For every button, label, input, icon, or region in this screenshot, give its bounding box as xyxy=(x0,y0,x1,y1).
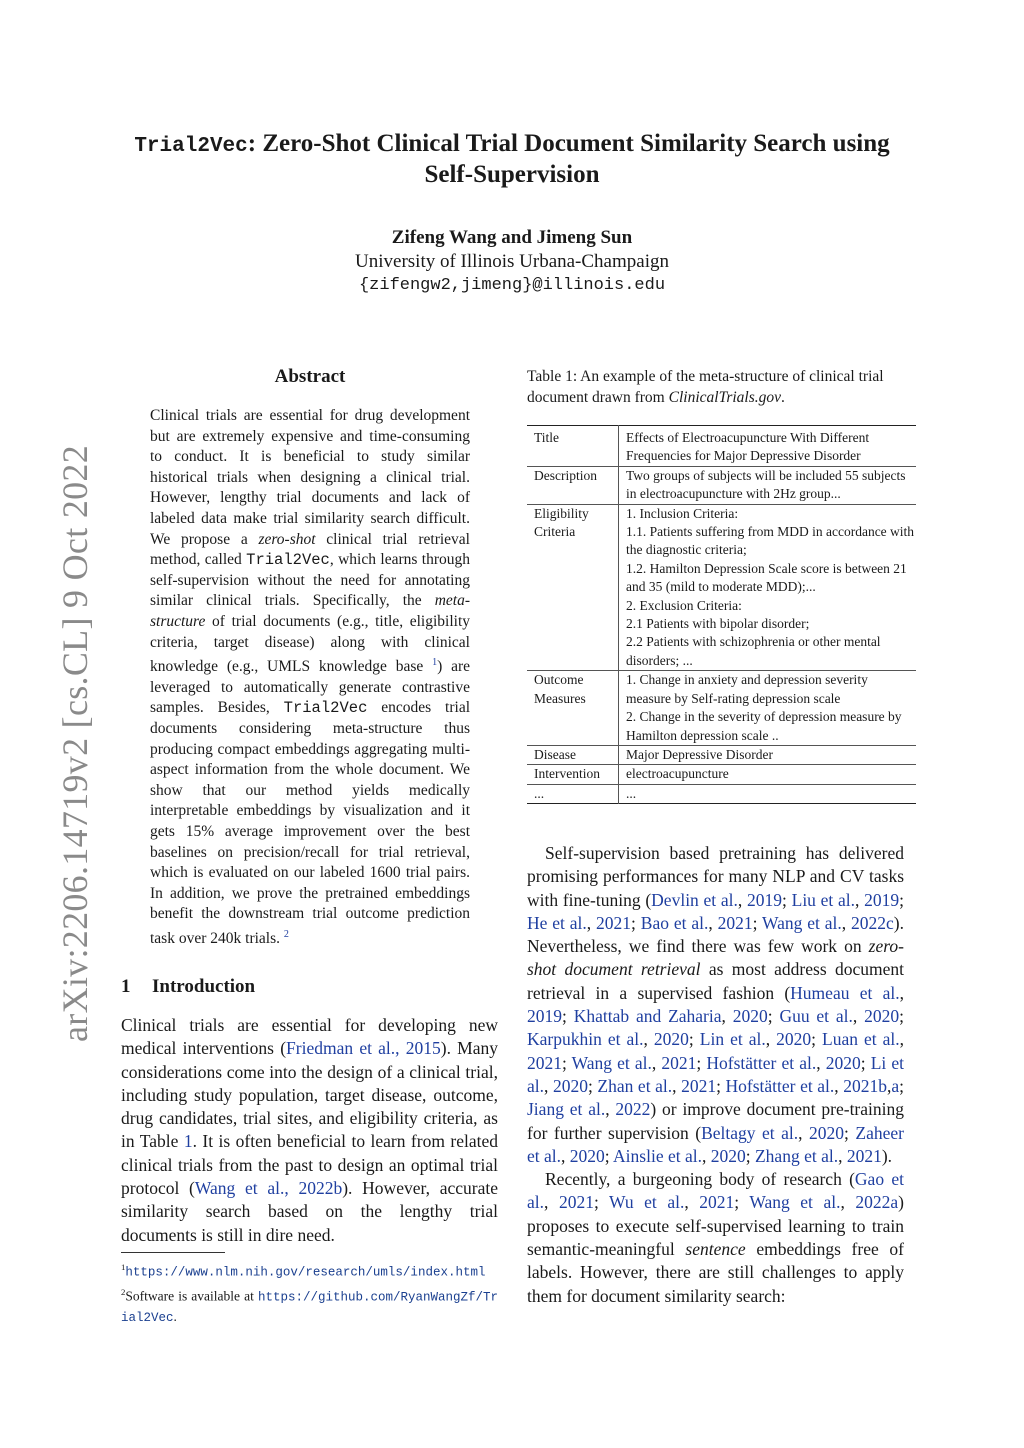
table-key: Eligibility Criteria xyxy=(527,504,619,671)
table-ref-link[interactable]: 1 xyxy=(183,1131,193,1152)
paragraph: Recently, a burgeoning body of research (Gao et al., 2021; Wu et al., 2021; Wang et al., 2022a) proposes to execute self-supervised learning to train semantic-meaningful sentence embeddings free of labels. However, there are still challenges to apply them for document similarity search: xyxy=(527,1169,904,1306)
citation-link[interactable]: Liu et al. xyxy=(791,889,856,910)
citation-link[interactable]: Jiang et al. xyxy=(527,1099,606,1120)
intro-paragraph: Clinical trials are essential for developing new medical interventions (Friedman et al., 2015). Many considerations come into the design of a clinical trial, including study population, target disease, outcome, drug candidates, trial sites, and eligibility criteria, as in Table 1. It is often beneficial to learn from related clinical trials from the past to design an optimal trial protocol (Wang et al., 2022b). However, accurate similarity search based on the lengthy trial documents is still in dire need. xyxy=(121,1015,499,1245)
table-value: Two groups of subjects will be included 55 subjects in electroacupuncture with 2Hz group... xyxy=(626,467,906,502)
table-value: Effects of Electroacupuncture With Different Frequencies for Major Depressive Disorder xyxy=(626,430,870,464)
citation-link[interactable]: He et al. xyxy=(527,912,587,933)
citation-link[interactable]: 2020 xyxy=(864,1006,900,1027)
citation-link[interactable]: Wang et al., 2022b xyxy=(194,1178,343,1199)
citation-link[interactable]: 2020 xyxy=(653,1029,689,1050)
citation-link[interactable]: Khattab and Zaharia xyxy=(573,1006,722,1027)
citation-link[interactable]: 2021 xyxy=(661,1052,697,1073)
table-row xyxy=(527,466,916,504)
emph-zero-shot: zero-shot xyxy=(258,530,316,548)
citation-link[interactable]: 2021b xyxy=(843,1075,887,1096)
citation-link[interactable]: 2020 xyxy=(825,1052,861,1073)
citation-link[interactable]: 2019 xyxy=(747,889,783,910)
caption-source: ClinicalTrials.gov xyxy=(668,389,782,406)
section-number: 1 xyxy=(121,976,131,997)
citation-link[interactable]: Karpukhin et al. xyxy=(527,1029,644,1050)
author-names: Zifeng Wang and Jimeng Sun xyxy=(391,227,633,248)
abstract-heading: Abstract xyxy=(274,366,346,387)
table-value: electroacupuncture xyxy=(626,766,729,782)
section-title: Introduction xyxy=(152,976,256,997)
arxiv-sidebar xyxy=(14,444,95,1062)
citation-link[interactable]: Friedman et al., 2015 xyxy=(286,1038,441,1059)
table-row xyxy=(527,784,916,803)
meta-structure-table xyxy=(527,425,916,804)
citation-link[interactable]: Zaheer et al. xyxy=(527,1122,904,1166)
title-text: : Zero-Shot Clinical Trial Document Similarity Search using Self-Supervision xyxy=(247,130,890,188)
table-caption: Table 1: An example of the meta-structure of clinical trial document drawn from ClinicalTrials.gov. xyxy=(527,368,884,406)
author-affiliation: University of Illinois Urbana-Champaign xyxy=(355,251,669,272)
emphasis: sentence xyxy=(685,1239,746,1260)
citation-link[interactable]: 2019 xyxy=(864,889,900,910)
citation-link[interactable]: Hofstätter et al. xyxy=(725,1075,835,1096)
table-key: ... xyxy=(527,784,619,803)
author-block xyxy=(260,226,764,298)
citation-link[interactable]: Luan et al. xyxy=(822,1029,900,1050)
citation-link[interactable]: 2021 xyxy=(699,1192,735,1213)
citation-link[interactable]: 2020 xyxy=(569,1145,605,1166)
footnote-1: $^1$https://www.nlm.nih.gov/research/umls/index.html xyxy=(121,1262,486,1280)
citation-link[interactable]: 2019 xyxy=(527,1006,562,1027)
citation-link[interactable]: Li et al. xyxy=(527,1052,905,1096)
code-name: Trial2Vec xyxy=(283,699,368,718)
citation-link[interactable]: 2020 xyxy=(732,1006,768,1027)
citation-link[interactable]: 2021 xyxy=(527,1052,562,1073)
citation-link[interactable]: 2021 xyxy=(596,912,632,933)
table-key: Disease xyxy=(527,745,619,764)
table-key: Intervention xyxy=(527,765,619,784)
arxiv-identifier: arXiv:2206.14719v2 [cs.CL] 9 Oct 2022 xyxy=(55,444,95,1042)
table-row xyxy=(527,504,916,671)
table-row xyxy=(527,671,916,746)
citation-link[interactable]: 2022c xyxy=(851,912,894,933)
table-key: Title xyxy=(527,426,619,467)
table-value: Major Depressive Disorder xyxy=(626,746,773,762)
right-column-text xyxy=(527,842,904,1308)
citation-link[interactable]: Ainslie et al. xyxy=(613,1145,702,1166)
citation-link[interactable]: 2020 xyxy=(710,1145,746,1166)
code-name: Trial2Vec xyxy=(246,551,330,570)
citation-link[interactable]: Wang et al. xyxy=(571,1052,652,1073)
footnote-mark-2[interactable]: 2 xyxy=(283,929,289,940)
citation-link[interactable]: Wang et al. xyxy=(749,1192,841,1213)
abstract-body: Clinical trials are essential for drug development but are extremely expensive and time-consuming to conduct. It is beneficial to study similar historical trials when designing a clinical trial. However, lengthy trial documents and lack of labeled data make trial similarity search difficult. We propose a zero-shot clinical trial retrieval method, called Trial2Vec, which learns through self-supervision without the need for annotating similar clinical trials. Specifically, the meta-structure of trial documents (e.g., title, eligibility criteria, target disease) along with clinical knowledge (e.g., UMLS knowledge base $^1$) are leveraged to automatically generate contrastive samples. Besides, Trial2Vec encodes trial documents considering meta-structure thus producing compact embeddings aggregating multi-aspect information from the whole document. We show that our method yields medically interpretable embeddings by visualization and it gets 15% average improvement over the best baselines on precision/recall for trial retrieval, which is evaluated on our labeled 1600 trial pairs. In addition, we prove the pretrained embeddings benefit the downstream trial outcome prediction task over 240k trials. $^2$ xyxy=(150,407,470,948)
footnote-url[interactable]: https://www.nlm.nih.gov/research/umls/index.html xyxy=(125,1265,486,1280)
table-key: Description xyxy=(527,466,619,504)
citation-link[interactable]: 2020 xyxy=(552,1075,588,1096)
citation-link[interactable]: 2020 xyxy=(776,1029,812,1050)
citation-link[interactable]: 2022 xyxy=(615,1099,651,1120)
citation-link[interactable]: Devlin et al. xyxy=(651,889,738,910)
footnote-url[interactable]: https://github.com/RyanWangZf/Trial2Vec xyxy=(121,1290,498,1325)
paragraph: Self-supervision based pretraining has delivered promising performances for many NLP and CV tasks with fine-tuning (Devlin et al., 2019; Liu et al., 2019; He et al., 2021; Bao et al., 2021; Wang et al., 2022c). Nevertheless, we find there was few work on zero-shot document retrieval as most address document retrieval in a supervised fashion (Humeau et al., 2019; Khattab and Zaharia, 2020; Guu et al., 2020; Karpukhin et al., 2020; Lin et al., 2020; Luan et al., 2021; Wang et al., 2021; Hofstätter et al., 2020; Li et al., 2020; Zhan et al., 2021; Hofstätter et al., 2021b,a; Jiang et al., 2022) or improve document pre-training for further supervision (Beltagy et al., 2020; Zaheer et al., 2020; Ainslie et al., 2020; Zhang et al., 2021). xyxy=(527,843,905,1166)
citation-link[interactable]: 2020 xyxy=(809,1122,845,1143)
paper-title xyxy=(120,130,904,189)
citation-link[interactable]: Zhan et al. xyxy=(597,1075,673,1096)
citation-link[interactable]: Lin et al. xyxy=(699,1029,766,1050)
footnote-2: $^2$Software is available at https://github.com/RyanWangZf/Trial2Vec. xyxy=(121,1286,498,1325)
citation-link[interactable]: a xyxy=(891,1075,900,1096)
citation-link[interactable]: Hofstätter et al. xyxy=(706,1052,817,1073)
citation-link[interactable]: 2021 xyxy=(717,912,753,933)
citation-link[interactable]: Guu et al. xyxy=(779,1006,853,1027)
citation-link[interactable]: 2021 xyxy=(558,1192,594,1213)
author-email: {zifengw2,jimeng}@illinois.edu xyxy=(358,276,666,295)
emph-meta-structure: meta-structure xyxy=(150,592,470,630)
citation-link[interactable]: Gao et al. xyxy=(527,1169,904,1213)
citation-link[interactable]: 2022a xyxy=(855,1192,899,1213)
citation-link[interactable]: 2021 xyxy=(846,1145,882,1166)
footnotes xyxy=(121,1258,498,1328)
citation-link[interactable]: Wu et al. xyxy=(609,1192,685,1213)
table-value: ... xyxy=(626,785,637,801)
table-row xyxy=(527,745,916,764)
citation-link[interactable]: Beltagy et al. xyxy=(701,1122,799,1143)
citation-link[interactable]: Bao et al. xyxy=(640,912,709,933)
table-key: Outcome Measures xyxy=(527,671,619,746)
footnote-divider xyxy=(121,1252,225,1253)
section-heading xyxy=(121,976,255,998)
title-code-name: Trial2Vec xyxy=(134,135,248,158)
emphasis: zero-shot document retrieval xyxy=(527,936,904,980)
citation-link[interactable]: Humeau et al. xyxy=(790,982,900,1003)
table-row xyxy=(527,426,916,467)
footnote-mark-1[interactable]: 1 xyxy=(432,657,438,669)
citation-link[interactable]: 2021 xyxy=(681,1075,717,1096)
table-row xyxy=(527,765,916,784)
table-value: 1. Change in anxiety and depression severity measure by Self-rating depression scale 2. Change in the severity of depression measure by Hamilton depression scale .. xyxy=(626,672,902,743)
citation-link[interactable]: Zhang et al. xyxy=(754,1145,839,1166)
citation-link[interactable]: Wang et al. xyxy=(762,912,842,933)
table-value: 1. Inclusion Criteria: 1.1. Patients suffering from MDD in accordance with the diagnostic criteria; 1.2. Hamilton Depression Scale score is between 21 and 35 (mild to moderate MDD);... 2. Exclusion Criteria: 2.1 Patients with bipolar disorder; 2.2 Patients with schizophrenia or other mental disorders; ... xyxy=(626,505,915,668)
